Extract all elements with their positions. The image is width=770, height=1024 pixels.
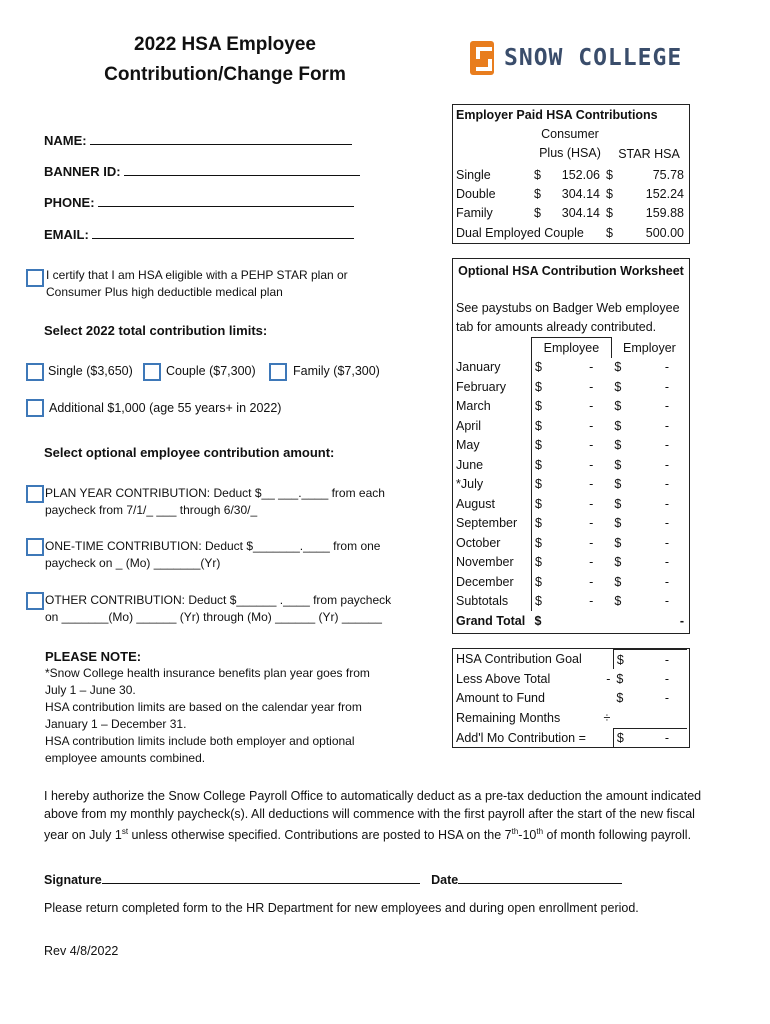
goal-currency [613, 708, 632, 728]
banner-id-line[interactable] [124, 163, 360, 176]
worksheet-header-row [453, 338, 687, 358]
grand-total-row [453, 611, 687, 631]
employer-amount: - [664, 457, 669, 472]
month-label: March [456, 399, 491, 414]
employer-amount: - [664, 418, 669, 433]
name-label: NAME: [44, 133, 87, 148]
currency-symbol: $ [614, 399, 622, 414]
consumer-plus-header [535, 125, 605, 163]
month-label: April [456, 418, 482, 433]
note-line4: January 1 – December 31. [45, 717, 187, 731]
phone-field[interactable] [44, 194, 354, 210]
certify-line2: Consumer Plus high deductible medical plan [46, 285, 283, 299]
employer-col-header: Employer [623, 340, 676, 355]
currency-symbol: $ [614, 555, 622, 570]
currency-symbol: $ [532, 436, 560, 456]
table-row [453, 223, 687, 242]
employer-amount: - [664, 496, 669, 511]
currency-symbol: $ [532, 455, 560, 475]
table-row [453, 592, 687, 612]
consumer-plus-line1: Consumer [541, 127, 599, 141]
row-currency: $ [534, 167, 541, 182]
employer-paid-table [452, 104, 690, 244]
row-currency: $ [606, 187, 613, 202]
goal-label: Add'l Mo Contribution = [456, 731, 586, 745]
row-value: 304.14 [561, 187, 600, 202]
currency-symbol: $ [614, 496, 622, 511]
one-time-line1: ONE-TIME CONTRIBUTION: Deduct $_______.____ from one [45, 539, 381, 553]
goal-row [453, 708, 687, 728]
row-value: 304.14 [561, 206, 600, 221]
currency-symbol: $ [532, 377, 560, 397]
additional-checkbox[interactable] [26, 399, 44, 417]
snow-college-logo [470, 40, 682, 76]
currency-symbol: $ [532, 514, 560, 534]
plan-year-checkbox[interactable] [26, 485, 44, 503]
row-currency: $ [606, 206, 613, 221]
month-label: May [456, 438, 480, 453]
phone-line[interactable] [98, 194, 354, 207]
row-label: Double [456, 187, 496, 202]
worksheet-box [452, 258, 690, 634]
form-title-line2: Contribution/Change Form [104, 64, 346, 85]
single-checkbox[interactable] [26, 363, 44, 381]
goal-operator [589, 650, 614, 670]
one-time-text [45, 538, 380, 572]
auth-l3-a: year on July 1 [44, 828, 122, 843]
authorization-line1: I hereby authorize the Snow College Payroll Office to automatically deduct as a pre-tax deduction the amount indicated [44, 789, 702, 803]
goal-value[interactable] [632, 708, 687, 728]
table-row [453, 184, 687, 203]
additional-label: Additional $1,000 (age 55 years+ in 2022) [49, 401, 282, 415]
limits-heading: Select 2022 total contribution limits: [44, 323, 268, 338]
plan-year-line2: paycheck from 7/1/_ ___ through 6/30/_ [45, 503, 258, 517]
employee-amount: - [589, 555, 594, 570]
goal-row [453, 669, 687, 688]
name-line[interactable] [90, 132, 352, 145]
currency-symbol: $ [614, 535, 622, 550]
employer-amount: - [664, 594, 669, 609]
month-label: December [456, 574, 514, 589]
currency-symbol: $ [614, 379, 622, 394]
month-label: November [456, 555, 514, 570]
auth-sup2: th [511, 827, 519, 836]
table-row [453, 358, 687, 378]
couple-checkbox[interactable] [143, 363, 161, 381]
note-line5: HSA contribution limits include both employer and optional [45, 734, 355, 748]
goal-operator: ÷ [603, 711, 611, 726]
auth-l3-c: -10 [518, 828, 537, 843]
goal-label: Less Above Total [456, 672, 551, 687]
goal-currency: $ [613, 650, 632, 670]
authorization-line2: above from my monthly paycheck(s). All deductions will commence with the first payroll after the start of the new fiscal [44, 806, 695, 821]
star-hsa-header: STAR HSA [618, 147, 680, 161]
please-note [45, 648, 370, 767]
banner-id-field[interactable] [44, 163, 360, 179]
date-line[interactable] [458, 871, 622, 884]
name-field[interactable] [44, 132, 352, 148]
currency-symbol: $ [614, 574, 622, 589]
employer-amount: - [664, 535, 669, 550]
currency-symbol: $ [614, 360, 622, 375]
employer-table-title: Employer Paid HSA Contributions [456, 108, 658, 122]
month-label: August [456, 496, 495, 511]
month-label: September [456, 516, 518, 531]
currency-symbol: $ [532, 592, 560, 612]
couple-label: Couple ($7,300) [166, 364, 256, 378]
employee-col-header: Employee [532, 338, 612, 358]
employer-amount: - [664, 379, 669, 394]
form-title [40, 30, 410, 90]
goal-table [453, 649, 687, 748]
employee-amount: - [589, 535, 594, 550]
table-row [453, 416, 687, 436]
note-line2: July 1 – June 30. [45, 683, 136, 697]
other-checkbox[interactable] [26, 592, 44, 610]
grand-total-currency: $ [534, 613, 542, 628]
table-row [453, 494, 687, 514]
employer-amount: - [664, 360, 669, 375]
signature-line[interactable] [102, 871, 420, 884]
row-currency: $ [534, 187, 541, 202]
return-note: Please return completed form to the HR Department for new employees and during open enrollment period. [44, 901, 639, 915]
goal-label: Amount to Fund [456, 691, 545, 706]
authorization-line3 [44, 823, 744, 845]
signature-label: Signature [44, 873, 102, 887]
row-value: 152.24 [645, 187, 684, 202]
authorization-text [44, 788, 744, 845]
worksheet-desc-line2: tab for amounts already contributed. [456, 320, 657, 334]
employee-amount: - [589, 360, 594, 375]
employee-amount: - [589, 496, 594, 511]
goal-row [453, 728, 687, 748]
email-label: EMAIL: [44, 227, 89, 242]
table-row [453, 397, 687, 417]
employer-amount: - [664, 438, 669, 453]
row-currency: $ [606, 167, 613, 182]
plan-year-text [45, 485, 385, 519]
table-row [453, 514, 687, 534]
row-value: 159.88 [645, 206, 684, 221]
goal-value[interactable]: - [632, 650, 687, 670]
row-label: Family [456, 206, 493, 221]
currency-symbol: $ [532, 358, 560, 378]
month-label: January [456, 360, 501, 375]
row-label: Single [456, 167, 491, 182]
currency-symbol: $ [614, 457, 622, 472]
goal-value[interactable]: - [632, 728, 687, 748]
goal-operator [589, 689, 614, 708]
single-label: Single ($3,650) [48, 364, 133, 378]
other-line1: OTHER CONTRIBUTION: Deduct $______ .____ from paycheck [45, 593, 392, 607]
employee-amount: - [589, 457, 594, 472]
currency-symbol: $ [614, 418, 622, 433]
employee-amount: - [589, 516, 594, 531]
one-time-checkbox[interactable] [26, 538, 44, 556]
goal-operator [589, 728, 614, 748]
month-label: October [456, 535, 501, 550]
worksheet-table [453, 337, 687, 631]
table-row [453, 436, 687, 456]
worksheet-desc-line1: See paystubs on Badger Web employee [456, 301, 680, 315]
table-row [453, 165, 687, 184]
employer-amount: - [664, 574, 669, 589]
month-label: *July [456, 477, 484, 492]
note-line3: HSA contribution limits are based on the calendar year from [45, 700, 362, 714]
note-line1: *Snow College health insurance benefits plan year goes from [45, 666, 370, 680]
currency-symbol: $ [532, 416, 560, 436]
email-line[interactable] [92, 226, 354, 239]
banner-id-label: BANNER ID: [44, 164, 121, 179]
auth-l3-b: unless otherwise specified. Contributions are posted to HSA on the 7 [128, 828, 512, 843]
row-label: Dual Employed Couple [456, 225, 584, 240]
row-value: 75.78 [652, 167, 684, 182]
other-text [45, 592, 391, 626]
note-line6: employee amounts combined. [45, 751, 206, 765]
employee-amount: - [589, 594, 594, 609]
other-line2: on _______(Mo) ______ (Yr) through (Mo) ______ (Yr) ______ [45, 610, 382, 624]
form-title-line1: 2022 HSA Employee [134, 34, 316, 55]
signature-row [44, 871, 622, 887]
table-row [453, 475, 687, 495]
phone-label: PHONE: [44, 195, 95, 210]
goal-operator: - [606, 672, 611, 687]
table-row [453, 204, 687, 223]
family-checkbox[interactable] [269, 363, 287, 381]
currency-symbol: $ [532, 475, 560, 495]
currency-symbol: $ [532, 553, 560, 573]
certify-text [46, 267, 348, 301]
table-row [453, 572, 687, 592]
goal-box [452, 648, 690, 748]
snow-college-s-icon [470, 41, 494, 75]
note-heading: PLEASE NOTE: [45, 649, 142, 664]
worksheet-desc [453, 299, 689, 337]
goal-label: Remaining Months [456, 711, 561, 726]
goal-label: HSA Contribution Goal [456, 652, 582, 667]
table-row [453, 377, 687, 397]
row-value: 500.00 [645, 225, 684, 240]
table-row [453, 455, 687, 475]
grand-total-label: Grand Total [456, 613, 526, 628]
currency-symbol: $ [532, 397, 560, 417]
goal-value[interactable]: - [664, 691, 669, 706]
goal-value[interactable]: - [664, 672, 669, 687]
employer-amount: - [664, 477, 669, 492]
currency-symbol: $ [614, 438, 622, 453]
month-label: Subtotals [456, 594, 509, 609]
goal-currency: $ [616, 691, 624, 706]
table-row [453, 533, 687, 553]
revision: Rev 4/8/2022 [44, 944, 119, 958]
employer-amount: - [664, 555, 669, 570]
row-currency: $ [534, 206, 541, 221]
consumer-plus-line2: Plus (HSA) [539, 146, 601, 160]
currency-symbol: $ [614, 477, 622, 492]
employee-amount: - [589, 379, 594, 394]
auth-sup1: st [121, 827, 129, 836]
currency-symbol: $ [532, 533, 560, 553]
date-label: Date [431, 873, 459, 887]
logo-text: SNOW COLLEGE [504, 45, 683, 71]
employee-amount: - [589, 574, 594, 589]
month-label: February [456, 379, 507, 394]
goal-row [453, 689, 687, 708]
employee-amount: - [589, 418, 594, 433]
certify-line1: I certify that I am HSA eligible with a PEHP STAR plan or [46, 268, 348, 282]
row-currency: $ [606, 225, 613, 240]
goal-currency: $ [613, 728, 632, 748]
table-row [453, 553, 687, 573]
currency-symbol: $ [614, 594, 622, 609]
goal-currency: $ [616, 672, 624, 687]
row-value: 152.06 [561, 167, 600, 182]
employer-amount: - [664, 516, 669, 531]
employee-amount: - [589, 438, 594, 453]
optional-heading: Select optional employee contribution amount: [44, 445, 335, 460]
one-time-line2: paycheck on _ (Mo) _______(Yr) [45, 556, 221, 570]
currency-symbol: $ [532, 572, 560, 592]
employee-amount: - [589, 399, 594, 414]
employee-amount: - [589, 477, 594, 492]
certify-checkbox[interactable] [26, 269, 44, 287]
currency-symbol: $ [532, 494, 560, 514]
employer-amount: - [664, 399, 669, 414]
employer-table-rows [453, 165, 687, 243]
month-label: June [456, 457, 484, 472]
grand-total-value: - [679, 613, 684, 628]
plan-year-line1: PLAN YEAR CONTRIBUTION: Deduct $__ ___.____ from each [45, 486, 385, 500]
auth-sup3: th [536, 827, 544, 836]
email-field[interactable] [44, 226, 354, 242]
worksheet-title: Optional HSA Contribution Worksheet [458, 264, 684, 278]
family-label: Family ($7,300) [293, 364, 380, 378]
auth-l3-d: of month following payroll. [543, 828, 692, 843]
goal-row [453, 650, 687, 670]
currency-symbol: $ [614, 516, 622, 531]
